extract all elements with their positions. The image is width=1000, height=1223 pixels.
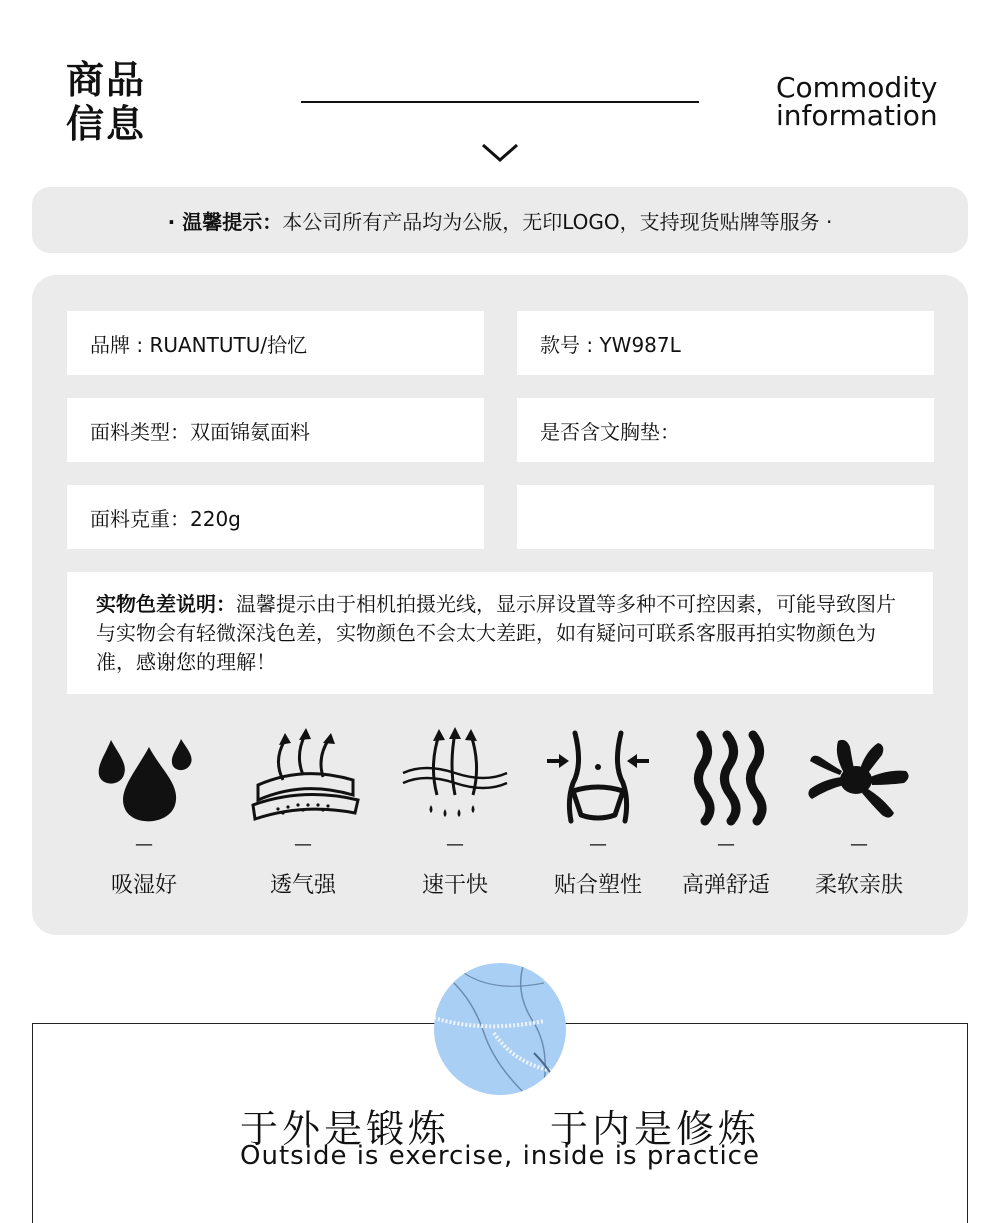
feature-dash: —: [294, 834, 312, 855]
breathable-fabric-icon: [243, 725, 363, 830]
notice-text: 本公司所有产品均为公版，无印LOGO，支持现货贴牌等服务 ·: [282, 209, 833, 234]
body-shape-icon: [543, 725, 653, 830]
waist-measure-illustration: [434, 963, 566, 1095]
note-bold: 实物色差说明：: [96, 592, 236, 616]
feature-dash: —: [717, 834, 735, 855]
feature-quick-dry: [380, 725, 530, 899]
notice-bold: · 温馨提示：: [167, 209, 283, 234]
feature-breathable: [228, 725, 378, 899]
field-chest-pad: 是否含文胸垫：: [517, 398, 934, 462]
elastic-waves-icon: [671, 725, 781, 830]
feature-elastic: [651, 725, 801, 899]
slogan-en: Outside is exercise, inside is practice: [240, 1141, 760, 1171]
quick-dry-icon: [395, 725, 515, 830]
feature-moisture: [69, 725, 219, 899]
title-en-line1: Commodity: [776, 71, 938, 104]
feature-dash: —: [589, 834, 607, 855]
field-style-no: 款号 : YW987L: [517, 311, 934, 375]
feature-label: 吸湿好: [110, 873, 177, 898]
soft-touch-icon: [794, 725, 924, 830]
title-en-line2: information: [776, 99, 938, 132]
feature-dash: —: [850, 834, 868, 855]
field-fabric-type: 面料类型：双面锦氨面料: [67, 398, 484, 462]
header-divider: [301, 101, 699, 103]
field-fabric-weight: 面料克重：220g: [67, 485, 484, 549]
water-drops-icon: [89, 725, 199, 830]
chevron-down-icon: [480, 140, 520, 164]
slogan-cn-right: 于内是修炼: [550, 1107, 761, 1151]
feature-dash: —: [135, 834, 153, 855]
slogan-cn-left: 于外是锻炼: [239, 1107, 450, 1151]
note-text: 温馨提示由于相机拍摄光线，显示屏设置等多种不可控因素，可能导致图片与实物会有轻微深浅色差，实物颜色不会太大差距，如有疑问可联系客服再拍实物颜色为准，感谢您的理解！: [96, 592, 896, 674]
feature-label: 速干快: [421, 873, 488, 898]
feature-label: 贴合塑性: [553, 873, 642, 898]
feature-label: 透气强: [269, 873, 336, 898]
warm-notice-banner: [32, 187, 968, 253]
feature-dash: —: [446, 834, 464, 855]
field-brand: 品牌 : RUANTUTU/拾忆: [67, 311, 484, 375]
color-difference-note: [67, 572, 933, 694]
field-empty: [517, 485, 934, 549]
feature-label: 柔软亲肤: [814, 873, 903, 898]
page-title-cn: 商品信息: [66, 58, 147, 146]
feature-label: 高弹舒适: [681, 873, 770, 898]
feature-soft: [784, 725, 934, 899]
page-title-en: [776, 71, 976, 132]
